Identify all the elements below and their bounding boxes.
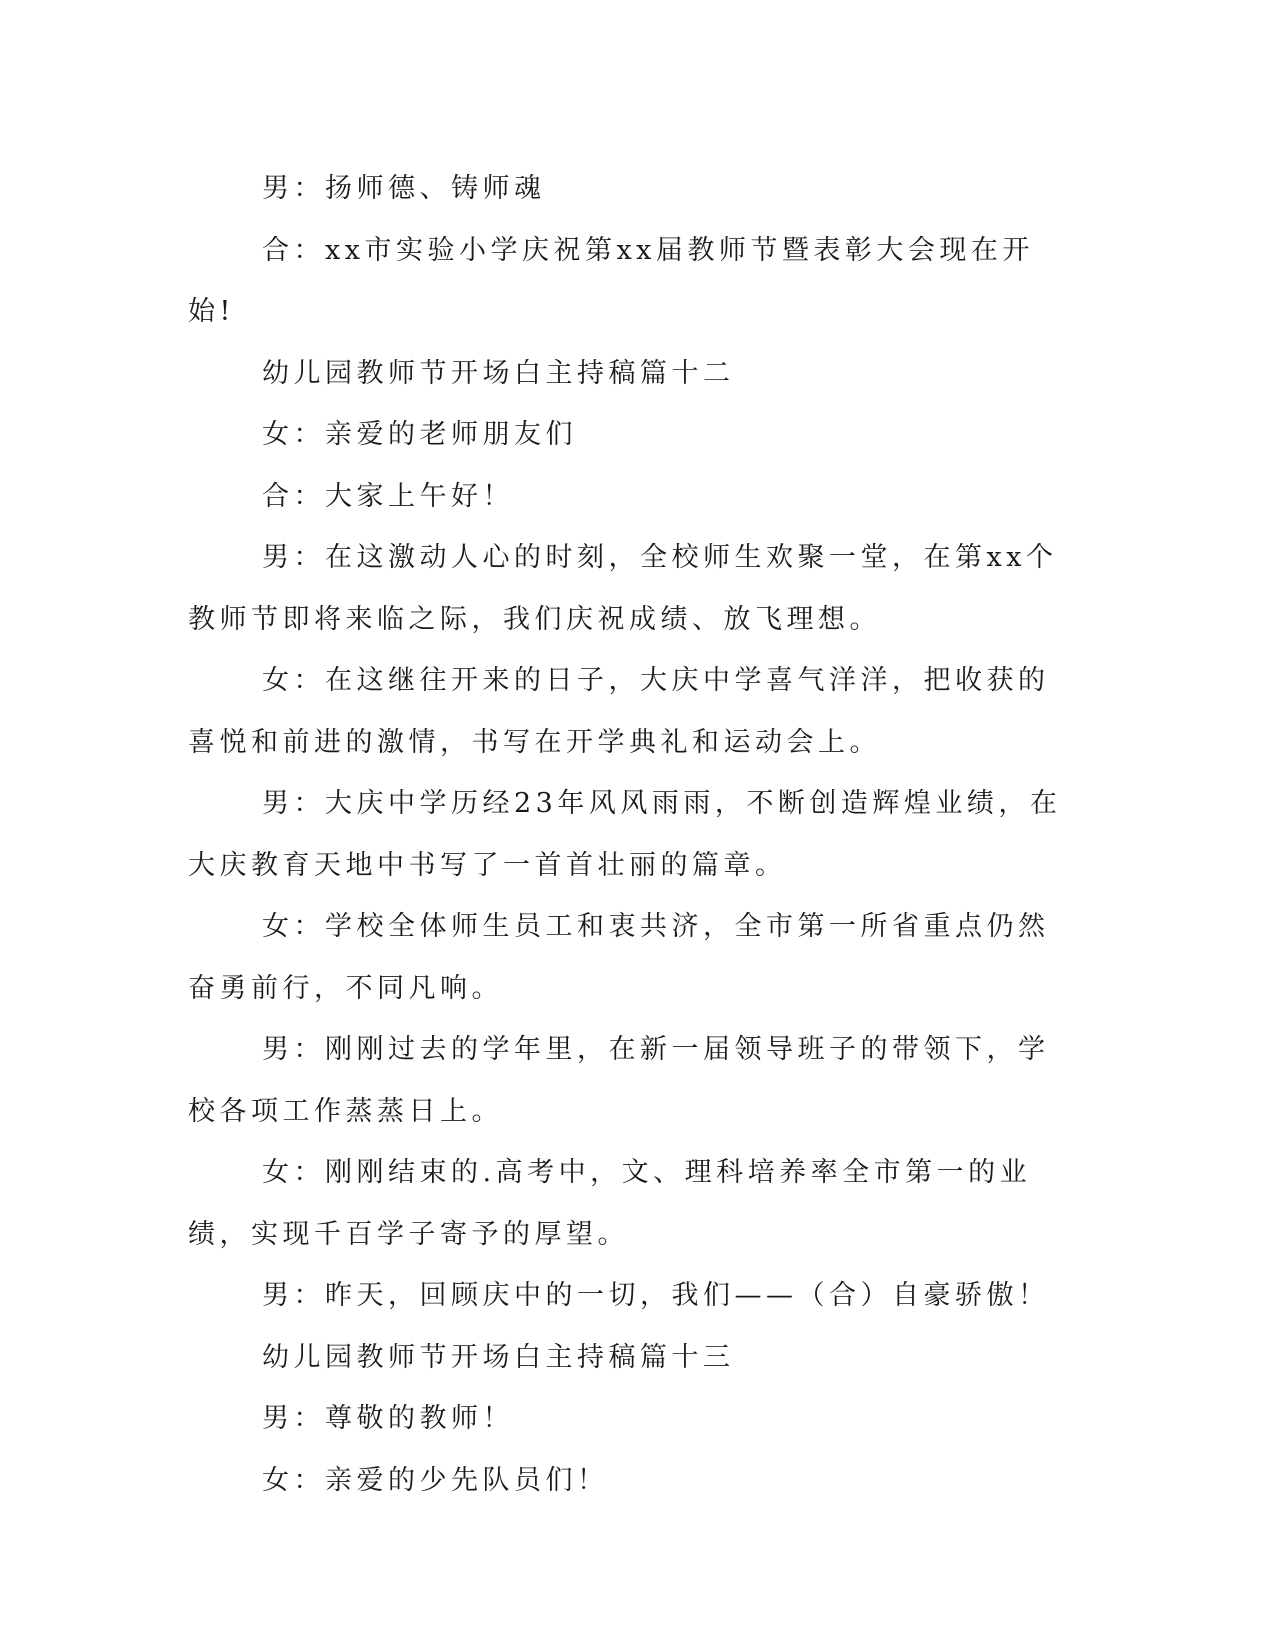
paragraph-11: 女：刚刚结束的.高考中，文、理科培养率全市第一的业绩，实现千百学子寄予的厚望。	[188, 1157, 1032, 1250]
paragraph-9: 女：学校全体师生员工和衷共济，全市第一所省重点仍然奋勇前行，不同凡响。	[188, 911, 1050, 1004]
paragraph-2: 合：xx市实验小学庆祝第xx届教师节暨表彰大会现在开始!	[188, 234, 1034, 327]
paragraph-14: 男：尊敬的教师！	[262, 1403, 514, 1434]
paragraph-5: 合：大家上午好！	[262, 480, 514, 512]
paragraph-6: 男：在这激动人心的时刻，全校师生欢聚一堂，在第xx个教师节即将来临之际，我们庆祝成绩、放飞理想。	[188, 542, 1058, 635]
paragraph-12: 男：昨天，回顾庆中的一切，我们——（合）自豪骄傲！	[262, 1280, 1050, 1311]
paragraph-1: 男：扬师德、铸师魂	[262, 173, 546, 204]
paragraph-15: 女：亲爱的少先队员们！	[262, 1464, 609, 1496]
document-body	[188, 158, 1074, 1511]
paragraph-10: 男：刚刚过去的学年里，在新一届领导班子的带领下，学校各项工作蒸蒸日上。	[188, 1034, 1050, 1127]
paragraph-4: 女：亲爱的老师朋友们	[262, 419, 577, 450]
section-heading-12: 幼儿园教师节开场白主持稿篇十二	[262, 357, 735, 389]
paragraph-8: 男：大庆中学历经23年风风雨雨，不断创造辉煌业绩，在大庆教育天地中书写了一首首壮丽的篇章。	[188, 788, 1062, 881]
paragraph-7: 女：在这继往开来的日子，大庆中学喜气洋洋，把收获的喜悦和前进的激情，书写在开学典礼和运动会上。	[188, 665, 1050, 758]
section-heading-13: 幼儿园教师节开场白主持稿篇十三	[262, 1341, 735, 1373]
